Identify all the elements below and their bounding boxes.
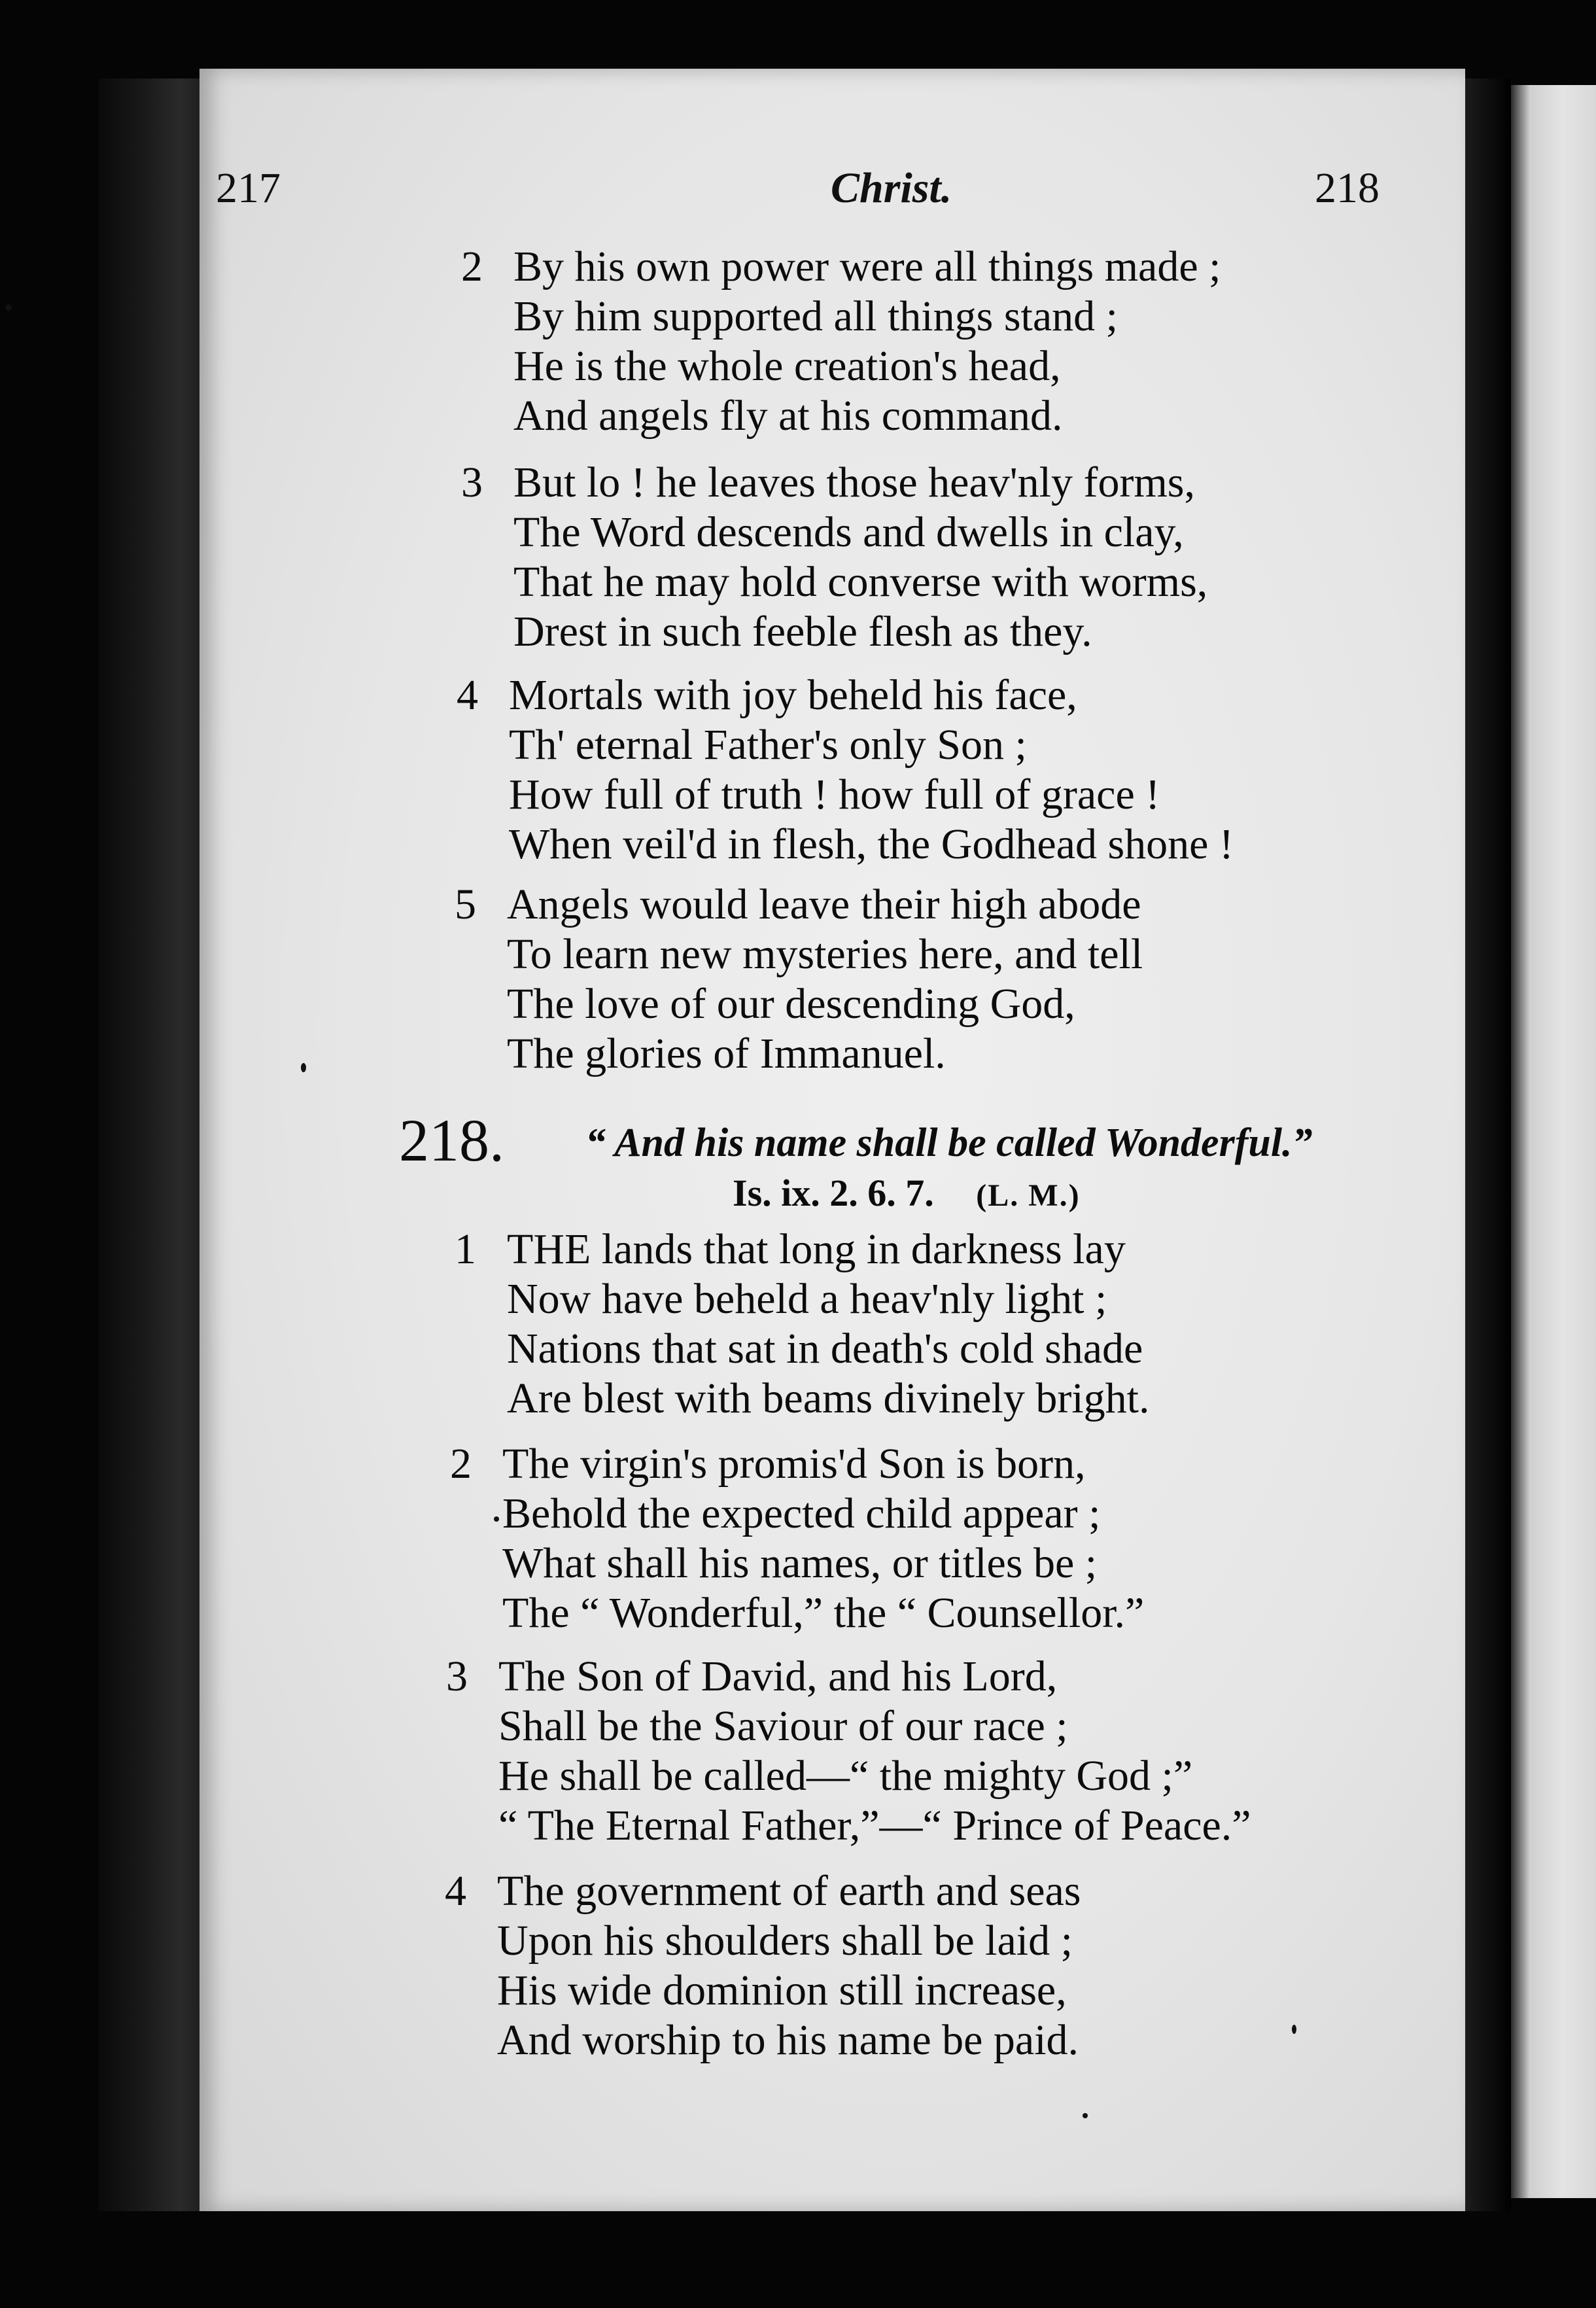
right-page-number: 218 — [1315, 164, 1379, 212]
verse-line: To learn new mysteries here, and tell — [507, 930, 1143, 978]
verse-line: Angels would leave their high abode — [507, 881, 1141, 928]
hymn-number: 218. — [399, 1107, 504, 1174]
verse-line: The Son of David, and his Lord, — [498, 1652, 1058, 1700]
verse-line: The government of earth and seas — [497, 1867, 1081, 1915]
running-header — [0, 164, 1596, 222]
verse-number: 4 — [457, 671, 478, 719]
verse-line: And angels fly at his command. — [513, 392, 1063, 440]
verse-line: He shall be called—“ the mighty God ;” — [498, 1752, 1193, 1800]
verse-number: 3 — [461, 459, 483, 506]
verse-5 — [455, 880, 1143, 1079]
verse-line: Shall be the Saviour of our race ; — [498, 1702, 1068, 1750]
verse-number: 1 — [455, 1225, 476, 1273]
ink-speck — [1083, 2113, 1088, 2118]
section-title: Christ. — [831, 164, 952, 212]
verse-number: 2 — [461, 243, 483, 290]
verse-2 — [450, 1439, 1145, 1638]
verse-line: The Word descends and dwells in clay, — [513, 508, 1184, 556]
adjacent-page-edge — [1511, 85, 1596, 2198]
verse-line: How full of truth ! how full of grace ! — [509, 771, 1160, 818]
hymn-meter: (L. M.) — [976, 1178, 1081, 1213]
verse-line: Th' eternal Father's only Son ; — [509, 721, 1027, 769]
verse-line: Drest in such feeble flesh as they. — [513, 608, 1092, 656]
verse-line: THE lands that long in darkness lay — [507, 1225, 1126, 1273]
verse-line: What shall his names, or titles be ; — [502, 1539, 1098, 1587]
verse-line: The “ Wonderful,” the “ Counsellor.” — [502, 1589, 1145, 1637]
hymn-scripture-reference — [733, 1171, 1081, 1215]
book-binding — [98, 79, 216, 2211]
verse-number: 4 — [445, 1867, 466, 1915]
verse-line: His wide dominion still increase, — [497, 1967, 1067, 2014]
verse-number: 5 — [455, 881, 476, 928]
verse-line: By his own power were all things made ; — [513, 243, 1221, 290]
verse-line: By him supported all things stand ; — [513, 292, 1118, 340]
verse-line: The love of our descending God, — [507, 980, 1075, 1028]
ink-speck — [301, 1063, 306, 1072]
verse-line: When veil'd in flesh, the Godhead shone ! — [509, 820, 1234, 868]
verse-line: The virgin's promis'd Son is born, — [502, 1440, 1086, 1488]
verse-line: Mortals with joy beheld his face, — [509, 671, 1077, 719]
page-gutter-shadow — [1465, 79, 1511, 2211]
verse-line: Are blest with beams divinely bright. — [507, 1374, 1150, 1422]
verse-line: Behold the expected child appear ; — [502, 1490, 1101, 1537]
verse-line: Now have beheld a heav'nly light ; — [507, 1275, 1107, 1323]
verse-2 — [461, 242, 1221, 441]
scripture-reference: Is. ix. 2. 6. 7. — [733, 1172, 934, 1214]
verse-number: 2 — [450, 1440, 472, 1488]
verse-number: 3 — [446, 1652, 468, 1700]
verse-line: He is the whole creation's head, — [513, 342, 1061, 390]
left-page-number: 217 — [216, 164, 281, 212]
verse-line: But lo ! he leaves those heav'nly forms, — [513, 459, 1195, 506]
verse-line: Upon his shoulders shall be laid ; — [497, 1917, 1073, 1965]
verse-line: “ The Eternal Father,”—“ Prince of Peace.” — [498, 1802, 1251, 1849]
verse-line: The glories of Immanuel. — [507, 1030, 946, 1077]
verse-1 — [455, 1225, 1150, 1424]
verse-3 — [461, 458, 1208, 657]
verse-3 — [446, 1652, 1251, 1851]
verse-4 — [445, 1866, 1081, 2065]
verse-4 — [457, 671, 1234, 869]
hymn-title: “ And his name shall be called Wonderful.” — [585, 1121, 1313, 1165]
verse-line: That he may hold converse with worms, — [513, 558, 1208, 606]
ink-speck — [494, 1516, 499, 1522]
ink-speck — [1292, 2025, 1296, 2034]
verse-line: And worship to his name be paid. — [497, 2016, 1079, 2064]
ink-speck — [5, 304, 12, 311]
verse-line: Nations that sat in death's cold shade — [507, 1325, 1143, 1373]
